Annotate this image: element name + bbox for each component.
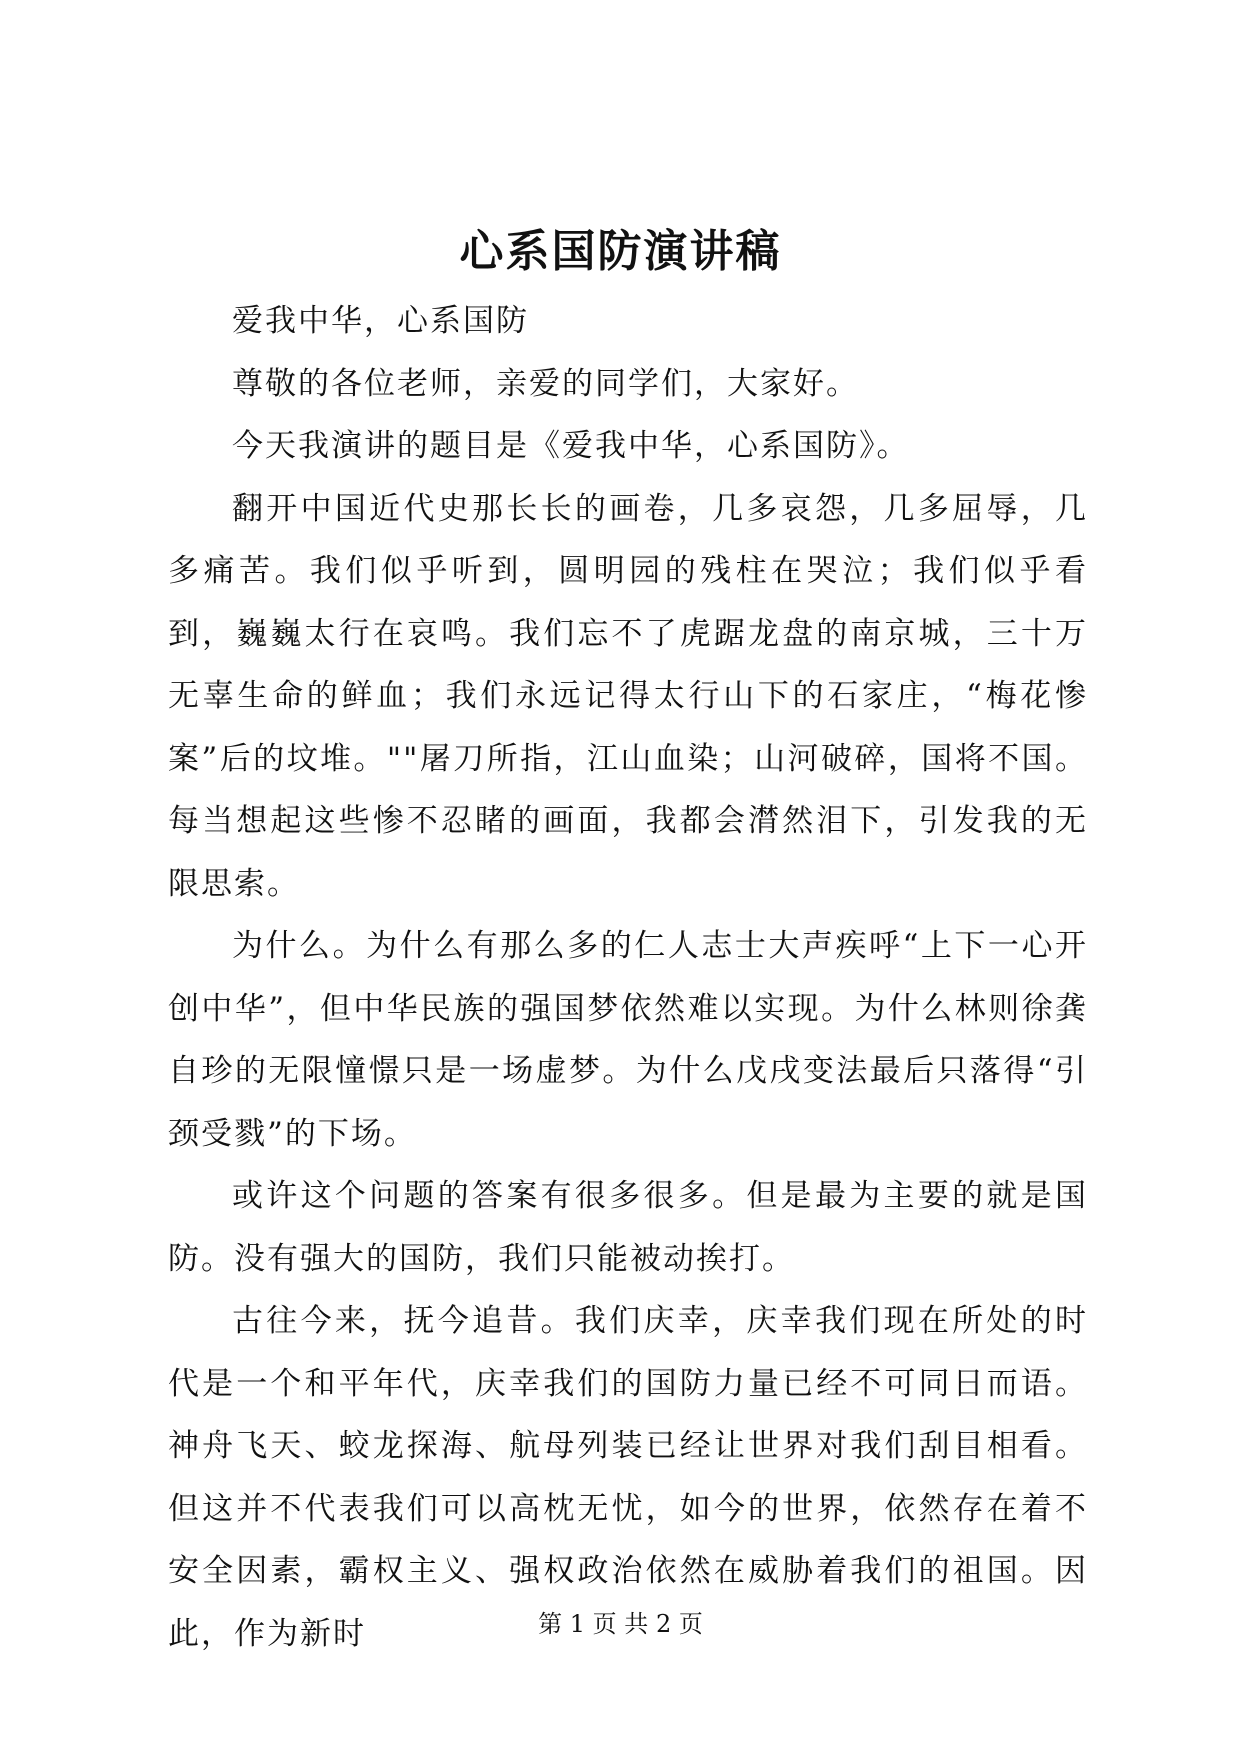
paragraph-questions: 为什么。为什么有那么多的仁人志士大声疾呼“上下一心开创中华”，但中华民族的强国梦依然难以实现。为什么林则徐龚自珍的无限憧憬只是一场虚梦。为什么戊戌变法最后只落得“引颈受戮”的下场。 — [168, 928, 1088, 1152]
document-body — [168, 290, 1088, 1665]
paragraph-salutation: 尊敬的各位老师，亲爱的同学们，大家好。 — [232, 365, 859, 402]
paragraph-history: 翻开中国近代史那长长的画卷，几多哀怨，几多屈辱，几多痛苦。我们似乎听到，圆明园的残柱在哭泣；我们似乎看到，巍巍太行在哀鸣。我们忘不了虎踞龙盘的南京城，三十万无辜生命的鲜血；我们永远记得太行山下的石家庄，“梅花惨案”后的坟堆。""屠刀所指，江山血染；山河破碎，国将不国。每当想起这些惨不忍睹的画面，我都会潸然泪下，引发我的无限思索。 — [168, 490, 1088, 902]
paragraph-greeting-title: 爱我中华，心系国防 — [232, 303, 529, 339]
paragraph-topic: 今天我演讲的题目是《爱我中华，心系国防》。 — [232, 428, 910, 464]
paragraph-present: 古往今来，抚今追昔。我们庆幸，庆幸我们现在所处的时代是一个和平年代，庆幸我们的国防力量已经不可同日而语。神舟飞天、蛟龙探海、航母列装已经让世界对我们刮目相看。但这并不代表我们可以高枕无忧，如今的世界，依然存在着不安全因素，霸权主义、强权政治依然在威胁着我们的祖国。因此，作为新时 — [168, 1303, 1088, 1652]
paragraph-answer: 或许这个问题的答案有很多很多。但是最为主要的就是国防。没有强大的国防，我们只能被动挨打。 — [168, 1178, 1088, 1277]
page-number-footer: 第 1 页 共 2 页 — [538, 1610, 703, 1638]
document-title: 心系国防演讲稿 — [459, 226, 782, 277]
